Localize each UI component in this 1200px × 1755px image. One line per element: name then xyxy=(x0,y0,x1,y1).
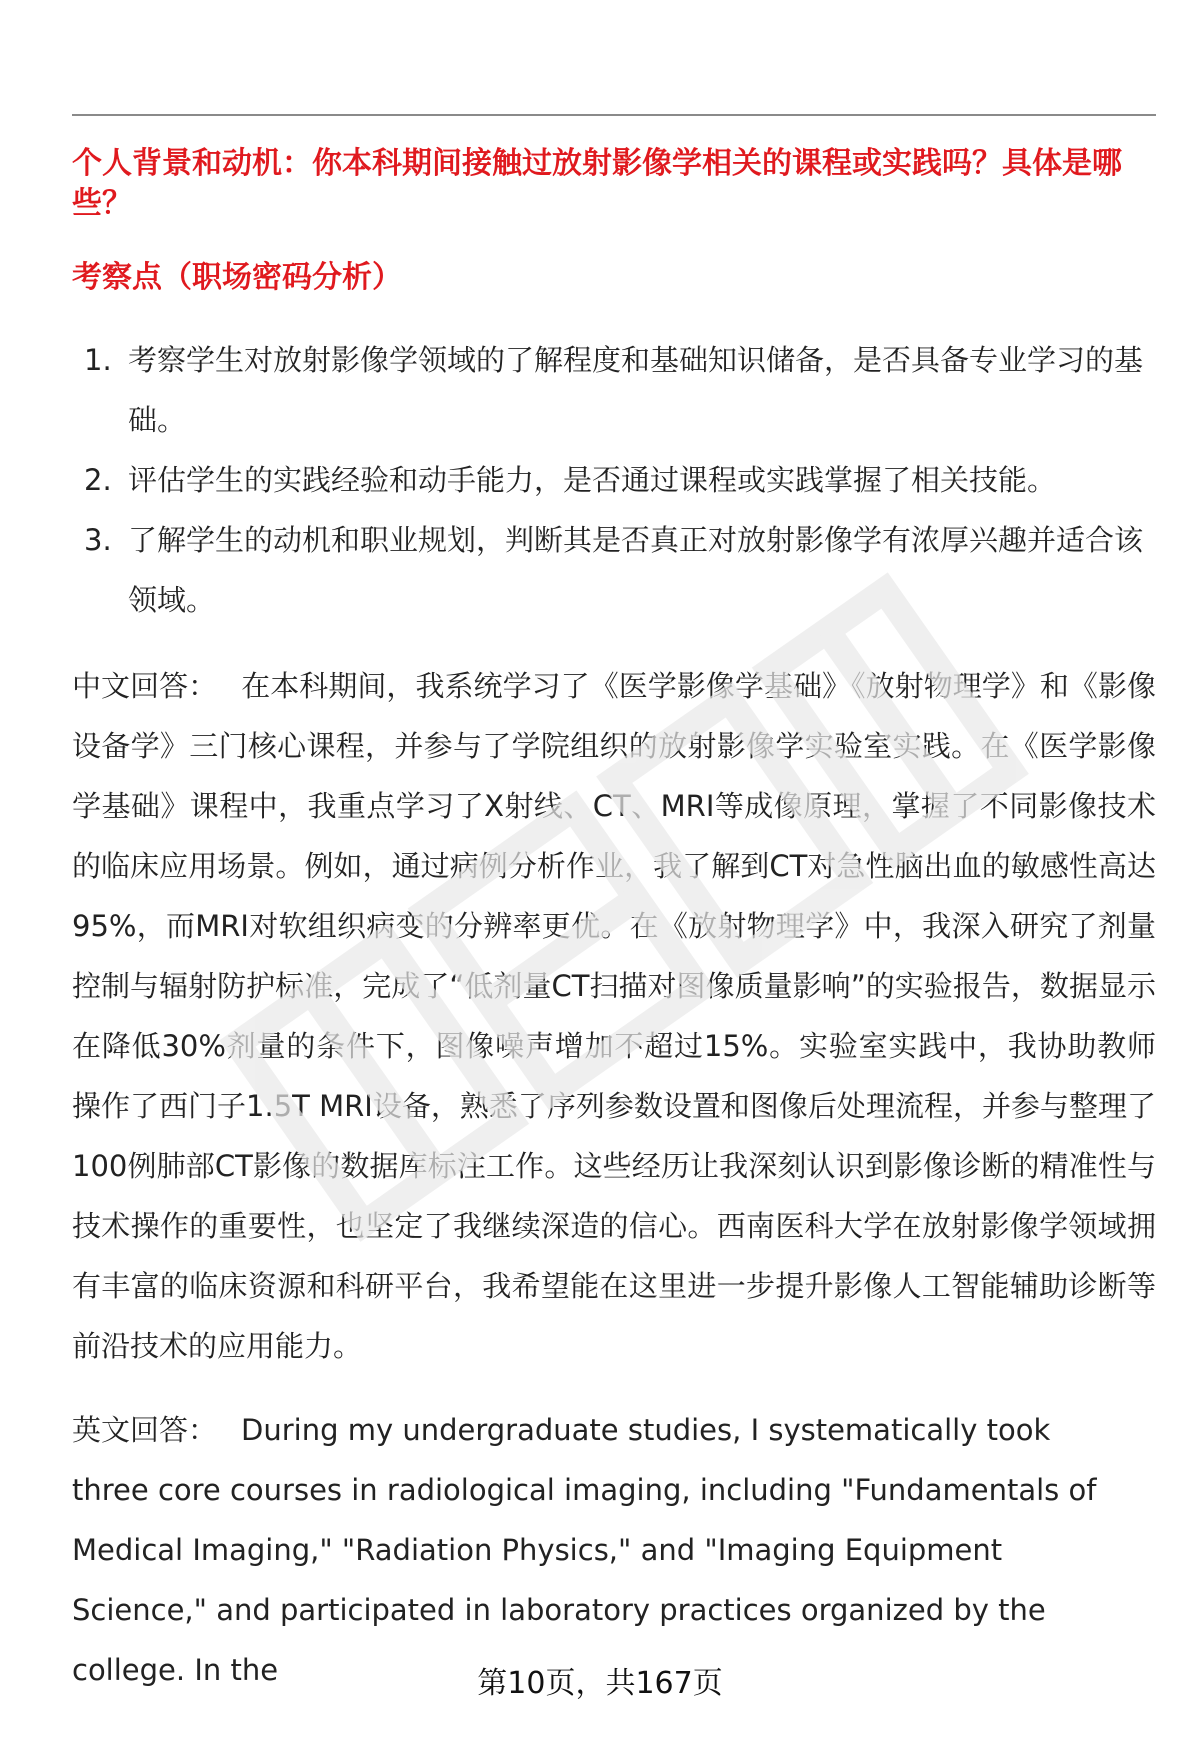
english-answer xyxy=(72,1400,1132,1700)
list-item-text: 考察学生对放射影像学领域的了解程度和基础知识储备，是否具备专业学习的基础。 xyxy=(128,343,1144,437)
chinese-answer-text: 在本科期间，我系统学习了《医学影像学基础》《放射物理学》和《影像设备学》三门核心课程，并参与了学院组织的放射影像学实验室实践。在《医学影像学基础》课程中，我重点学习了X射线、CT、MRI等成像原理，掌握了不同影像技术的临床应用场景。例如，通过病例分析作业，我了解到CT对急性脑出血的敏感性高达95%，而MRI对软组织病变的分辨率更优。在《放射物理学》中，我深入研究了剂量控制与辐射防护标准，完成了“低剂量CT扫描对图像质量影响”的实验报告，数据显示在降低30%剂量的条件下，图像噪声增加不超过15%。实验室实践中，我协助教师操作了西门子1.5T MRI设备，熟悉了序列参数设置和图像后处理流程，并参与整理了100例肺部CT影像的数据库标注工作。这些经历让我深刻认识到影像诊断的精准性与技术操作的重要性，也坚定了我继续深造的信心。西南医科大学在放射影像学领域拥有丰富的临床资源和科研平台，我希望能在这里进一步提升影像人工智能辅助诊断等前沿技术的应用能力。 xyxy=(72,669,1156,1363)
list-item-text: 评估学生的实践经验和动手能力，是否通过课程或实践掌握了相关技能。 xyxy=(128,463,1057,497)
chinese-answer xyxy=(72,656,1156,1376)
list-item-number: 2. xyxy=(84,463,112,497)
list-item-text: 了解学生的动机和职业规划，判断其是否真正对放射影像学有浓厚兴趣并适合该领域。 xyxy=(128,523,1144,617)
list-item xyxy=(72,510,1156,630)
english-answer-label: 英文回答： xyxy=(72,1413,218,1447)
header-divider xyxy=(72,114,1156,116)
list-item-number: 3. xyxy=(84,523,112,557)
list-item xyxy=(72,450,1156,510)
list-item xyxy=(72,330,1156,450)
analysis-heading: 考察点（职场密码分析） xyxy=(72,260,402,295)
chinese-answer-label: 中文回答： xyxy=(72,669,218,703)
page-footer: 第10页，共167页 xyxy=(477,1666,723,1701)
list-item-number: 1. xyxy=(84,343,112,377)
question-heading: 个人背景和动机：你本科期间接触过放射影像学相关的课程或实践吗？具体是哪些？ xyxy=(72,146,1122,221)
english-answer-text: During my undergraduate studies, I systematically took three core courses in radiological imaging, including "Fundamentals of Medical Imaging," "Radiation Physics," and "Imaging Equipment Science," and participated in laboratory practices organized by the college. In the xyxy=(72,1413,1097,1687)
analysis-points-list xyxy=(72,330,1156,630)
